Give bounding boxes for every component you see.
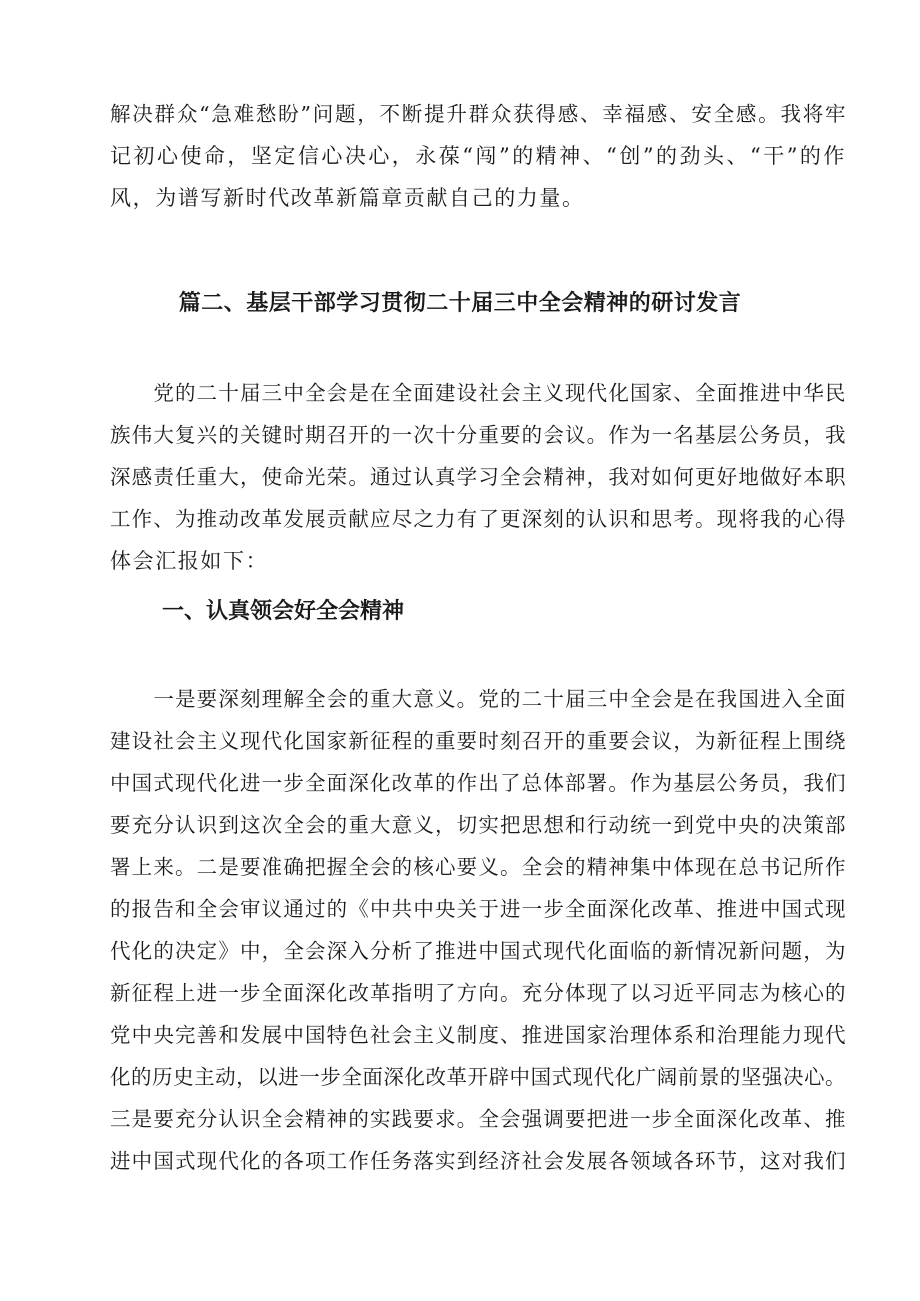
intro-paragraph [110, 93, 846, 219]
text-line: 风，为谱写新时代改革新篇章贡献自己的力量。 [110, 186, 585, 210]
text-line: 中国式现代化进一步全面深化改革的作出了总体部署。作为基层公务员，我们 [110, 771, 846, 795]
text-line: 要充分认识到这次全会的重大意义，切实把思想和行动统一到党中央的决策部 [110, 813, 846, 837]
text-line: 工作、为推动改革发展贡献应尽之力有了更深刻的认识和思考。现将我的心得 [110, 507, 846, 531]
section-title: 篇二、基层干部学习贯彻二十届三中全会精神的研讨发言 [178, 291, 742, 316]
opening-paragraph [110, 372, 846, 582]
text-line: 深感责任重大，使命光荣。通过认真学习全会精神，我对如何更好地做好本职 [110, 465, 846, 489]
text-line: 新征程上进一步全面深化改革指明了方向。充分体现了以习近平同志为核心的 [110, 981, 846, 1005]
text-line: 进中国式现代化的各项工作任务落实到经济社会发展各领域各环节，这对我们 [110, 1149, 846, 1173]
subheading: 一、认真领会好全会精神 [162, 599, 405, 624]
text-line: 建设社会主义现代化国家新征程的重要时刻召开的重要会议，为新征程上围绕 [110, 729, 846, 753]
body-paragraph [110, 678, 846, 1182]
text-line: 三是要充分认识全会精神的实践要求。全会强调要把进一步全面深化改革、推 [110, 1107, 846, 1131]
text-line: 记初心使命，坚定信心决心，永葆“闯”的精神、“创”的劲头、“干”的作 [110, 144, 846, 168]
text-line: 代化的决定》中，全会深入分析了推进中国式现代化面临的新情况新问题，为 [110, 939, 846, 963]
text-line: 化的历史主动，以进一步全面深化改革开辟中国式现代化广阔前景的坚强决心。 [110, 1065, 846, 1089]
text-line: 族伟大复兴的关键时期召开的一次十分重要的会议。作为一名基层公务员，我 [110, 423, 846, 447]
text-line: 一是要深刻理解全会的重大意义。党的二十届三中全会是在我国进入全面 [110, 687, 846, 711]
text-line: 体会汇报如下： [110, 549, 269, 573]
text-line: 署上来。二是要准确把握全会的核心要义。全会的精神集中体现在总书记所作 [110, 855, 846, 879]
text-line: 党中央完善和发展中国特色社会主义制度、推进国家治理体系和治理能力现代 [110, 1023, 846, 1047]
text-line: 党的二十届三中全会是在全面建设社会主义现代化国家、全面推进中华民 [110, 381, 846, 405]
text-line: 的报告和全会审议通过的《中共中央关于进一步全面深化改革、推进中国式现 [110, 897, 846, 921]
text-line: 解决群众“急难愁盼”问题，不断提升群众获得感、幸福感、安全感。我将牢 [110, 102, 846, 126]
